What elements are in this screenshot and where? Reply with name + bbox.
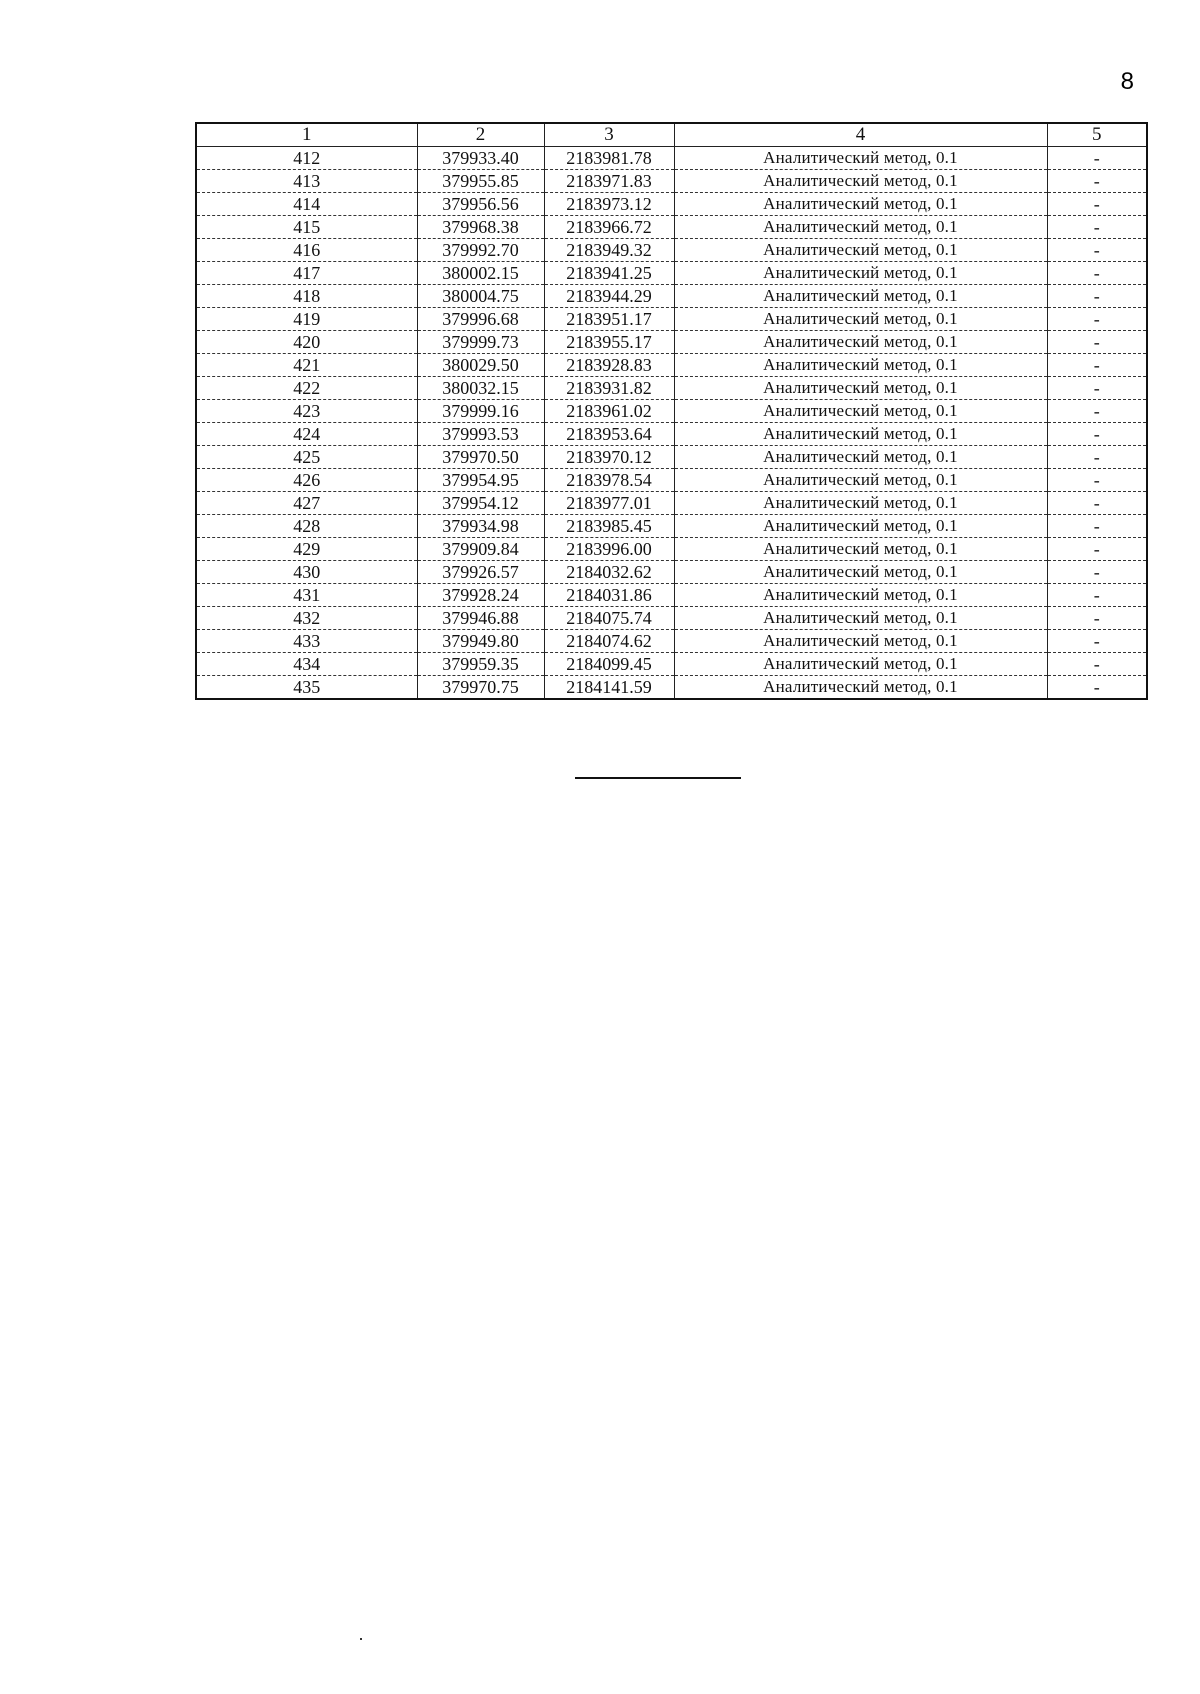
cell-method: Аналитический метод, 0.1: [674, 216, 1047, 239]
cell-point-number: 433: [196, 630, 417, 653]
table-row: [196, 400, 1147, 423]
table-row: [196, 262, 1147, 285]
cell-point-number: 427: [196, 492, 417, 515]
cell-method: Аналитический метод, 0.1: [674, 538, 1047, 561]
table-header-row: [196, 123, 1147, 147]
cell-method: Аналитический метод, 0.1: [674, 584, 1047, 607]
cell-point-number: 434: [196, 653, 417, 676]
cell-method: Аналитический метод, 0.1: [674, 515, 1047, 538]
cell-method: Аналитический метод, 0.1: [674, 285, 1047, 308]
cell-y: 2184099.45: [544, 653, 674, 676]
cell-y: 2183941.25: [544, 262, 674, 285]
cell-point-number: 413: [196, 170, 417, 193]
cell-note: -: [1047, 630, 1147, 653]
table-row: [196, 584, 1147, 607]
cell-note: -: [1047, 216, 1147, 239]
cell-x: 379928.24: [417, 584, 544, 607]
cell-y: 2183966.72: [544, 216, 674, 239]
cell-y: 2184075.74: [544, 607, 674, 630]
cell-point-number: 431: [196, 584, 417, 607]
cell-x: 379999.16: [417, 400, 544, 423]
table-row: [196, 492, 1147, 515]
cell-y: 2184074.62: [544, 630, 674, 653]
cell-point-number: 415: [196, 216, 417, 239]
cell-y: 2183928.83: [544, 354, 674, 377]
cell-point-number: 417: [196, 262, 417, 285]
cell-y: 2183978.54: [544, 469, 674, 492]
cell-method: Аналитический метод, 0.1: [674, 147, 1047, 170]
cell-y: 2183971.83: [544, 170, 674, 193]
cell-method: Аналитический метод, 0.1: [674, 561, 1047, 584]
cell-note: -: [1047, 446, 1147, 469]
table-row: [196, 446, 1147, 469]
cell-point-number: 419: [196, 308, 417, 331]
cell-note: -: [1047, 193, 1147, 216]
cell-y: 2183961.02: [544, 400, 674, 423]
cell-note: -: [1047, 423, 1147, 446]
cell-point-number: 420: [196, 331, 417, 354]
cell-x: 379956.56: [417, 193, 544, 216]
header-cell-point-number: 1: [196, 123, 417, 147]
table-row: [196, 607, 1147, 630]
cell-x: 379934.98: [417, 515, 544, 538]
cell-method: Аналитический метод, 0.1: [674, 193, 1047, 216]
table-row: [196, 630, 1147, 653]
cell-x: 379992.70: [417, 239, 544, 262]
table-row: [196, 423, 1147, 446]
cell-x: 379970.75: [417, 676, 544, 700]
cell-method: Аналитический метод, 0.1: [674, 492, 1047, 515]
cell-point-number: 424: [196, 423, 417, 446]
cell-y: 2183953.64: [544, 423, 674, 446]
cell-note: -: [1047, 147, 1147, 170]
cell-point-number: 418: [196, 285, 417, 308]
table-row: [196, 147, 1147, 170]
table-row: [196, 469, 1147, 492]
cell-y: 2183955.17: [544, 331, 674, 354]
table-row: [196, 561, 1147, 584]
cell-y: 2183996.00: [544, 538, 674, 561]
cell-point-number: 416: [196, 239, 417, 262]
cell-y: 2184141.59: [544, 676, 674, 700]
cell-x: 379959.35: [417, 653, 544, 676]
cell-point-number: 422: [196, 377, 417, 400]
table-row: [196, 538, 1147, 561]
cell-note: -: [1047, 584, 1147, 607]
table-row: [196, 216, 1147, 239]
cell-note: -: [1047, 354, 1147, 377]
cell-y: 2183977.01: [544, 492, 674, 515]
cell-method: Аналитический метод, 0.1: [674, 630, 1047, 653]
cell-method: Аналитический метод, 0.1: [674, 469, 1047, 492]
table-row: [196, 354, 1147, 377]
cell-method: Аналитический метод, 0.1: [674, 239, 1047, 262]
table-row: [196, 193, 1147, 216]
cell-note: -: [1047, 308, 1147, 331]
cell-note: -: [1047, 653, 1147, 676]
table-row: [196, 377, 1147, 400]
cell-note: -: [1047, 469, 1147, 492]
cell-y: 2183949.32: [544, 239, 674, 262]
end-of-table-rule: [575, 777, 741, 779]
cell-point-number: 425: [196, 446, 417, 469]
cell-y: 2183985.45: [544, 515, 674, 538]
cell-method: Аналитический метод, 0.1: [674, 331, 1047, 354]
cell-note: -: [1047, 331, 1147, 354]
cell-method: Аналитический метод, 0.1: [674, 653, 1047, 676]
cell-method: Аналитический метод, 0.1: [674, 377, 1047, 400]
cell-y: 2183981.78: [544, 147, 674, 170]
table-row: [196, 308, 1147, 331]
cell-note: -: [1047, 400, 1147, 423]
table-row: [196, 515, 1147, 538]
cell-note: -: [1047, 285, 1147, 308]
cell-y: 2183970.12: [544, 446, 674, 469]
cell-x: 379955.85: [417, 170, 544, 193]
cell-x: 379968.38: [417, 216, 544, 239]
cell-y: 2183973.12: [544, 193, 674, 216]
header-cell-y: 3: [544, 123, 674, 147]
table-row: [196, 653, 1147, 676]
cell-note: -: [1047, 377, 1147, 400]
cell-method: Аналитический метод, 0.1: [674, 170, 1047, 193]
cell-point-number: 414: [196, 193, 417, 216]
cell-y: 2183931.82: [544, 377, 674, 400]
scan-speck: [360, 1638, 362, 1640]
cell-point-number: 426: [196, 469, 417, 492]
cell-x: 379999.73: [417, 331, 544, 354]
cell-x: 379926.57: [417, 561, 544, 584]
cell-point-number: 429: [196, 538, 417, 561]
cell-y: 2183944.29: [544, 285, 674, 308]
cell-method: Аналитический метод, 0.1: [674, 354, 1047, 377]
header-cell-x: 2: [417, 123, 544, 147]
cell-x: 380029.50: [417, 354, 544, 377]
cell-x: 379970.50: [417, 446, 544, 469]
cell-x: 380004.75: [417, 285, 544, 308]
cell-method: Аналитический метод, 0.1: [674, 446, 1047, 469]
cell-x: 379949.80: [417, 630, 544, 653]
cell-method: Аналитический метод, 0.1: [674, 423, 1047, 446]
cell-x: 379996.68: [417, 308, 544, 331]
cell-x: 380002.15: [417, 262, 544, 285]
cell-y: 2184032.62: [544, 561, 674, 584]
cell-point-number: 430: [196, 561, 417, 584]
cell-method: Аналитический метод, 0.1: [674, 607, 1047, 630]
cell-point-number: 428: [196, 515, 417, 538]
header-cell-method: 4: [674, 123, 1047, 147]
cell-x: 379933.40: [417, 147, 544, 170]
table-row: [196, 331, 1147, 354]
cell-point-number: 412: [196, 147, 417, 170]
cell-x: 379954.95: [417, 469, 544, 492]
cell-point-number: 423: [196, 400, 417, 423]
cell-note: -: [1047, 607, 1147, 630]
cell-x: 379909.84: [417, 538, 544, 561]
cell-note: -: [1047, 538, 1147, 561]
cell-x: 379993.53: [417, 423, 544, 446]
coordinates-table-body: [196, 123, 1147, 699]
cell-method: Аналитический метод, 0.1: [674, 676, 1047, 700]
cell-x: 379946.88: [417, 607, 544, 630]
cell-note: -: [1047, 515, 1147, 538]
table-row: [196, 676, 1147, 700]
cell-point-number: 432: [196, 607, 417, 630]
table-row: [196, 285, 1147, 308]
cell-note: -: [1047, 262, 1147, 285]
cell-note: -: [1047, 492, 1147, 515]
table-row: [196, 170, 1147, 193]
cell-y: 2184031.86: [544, 584, 674, 607]
cell-method: Аналитический метод, 0.1: [674, 400, 1047, 423]
cell-x: 379954.12: [417, 492, 544, 515]
cell-point-number: 435: [196, 676, 417, 700]
cell-method: Аналитический метод, 0.1: [674, 308, 1047, 331]
header-cell-note: 5: [1047, 123, 1147, 147]
coordinates-table: [195, 122, 1148, 700]
cell-note: -: [1047, 561, 1147, 584]
cell-method: Аналитический метод, 0.1: [674, 262, 1047, 285]
cell-note: -: [1047, 239, 1147, 262]
cell-point-number: 421: [196, 354, 417, 377]
cell-y: 2183951.17: [544, 308, 674, 331]
page-number: 8: [1120, 68, 1134, 95]
cell-note: -: [1047, 676, 1147, 700]
cell-x: 380032.15: [417, 377, 544, 400]
table-row: [196, 239, 1147, 262]
cell-note: -: [1047, 170, 1147, 193]
